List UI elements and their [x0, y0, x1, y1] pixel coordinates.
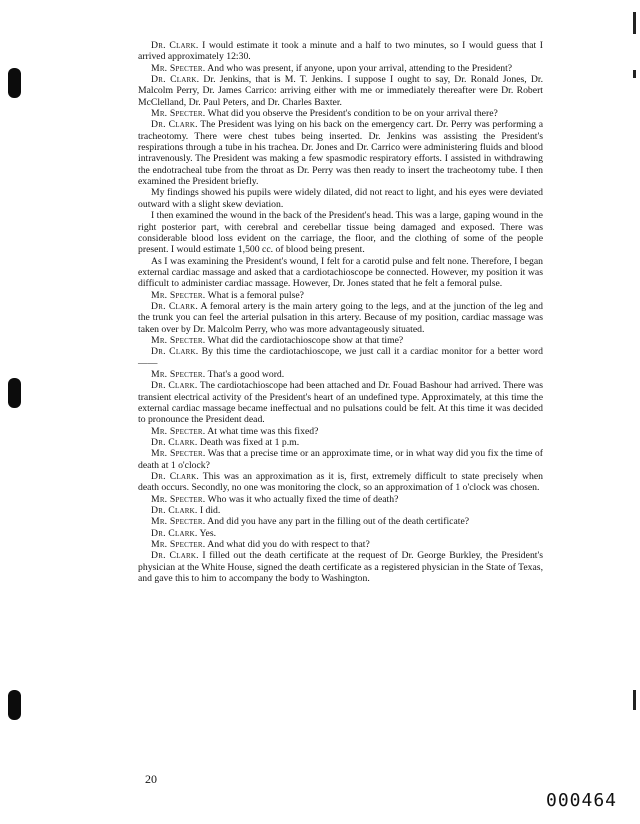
- speaker-name: Mr. Specter.: [151, 368, 206, 380]
- speaker-name: Dr. Clark.: [151, 550, 199, 562]
- paragraph-text: At what time was this fixed?: [207, 425, 319, 437]
- edge-mark-top: [633, 12, 636, 34]
- paragraph-text: A femoral artery is the main artery going to the legs, and at the junction of the leg and the trunk you can feel the arterial pulsation in this artery. Because of my position, cardiac massage was taken over by Dr. Malcolm Perry, who was more advantageously situated.: [138, 300, 543, 335]
- binder-hole-middle: [8, 378, 21, 408]
- speaker-name: Mr. Specter.: [151, 448, 206, 460]
- paragraph-text: Yes.: [199, 527, 217, 539]
- paragraph-text: That's a good word.: [207, 368, 285, 380]
- paragraph-text: What did the cardiotachioscope show at that time?: [207, 334, 404, 346]
- speaker-name: Dr. Clark.: [151, 527, 198, 539]
- testimony-paragraph: [138, 346, 543, 369]
- paragraph-text: My findings showed his pupils were widely dilated, did not react to light, and his eyes were deviated outward with a slight skew deviation.: [138, 187, 543, 210]
- speaker-name: Mr. Specter.: [151, 516, 206, 528]
- paragraph-text: Death was fixed at 1 p.m.: [199, 437, 300, 449]
- paragraph-text: This was an approximation as it is, first, extremely difficult to state precisely when death occurs. Secondly, no one was monitoring the clock, so an approximation of 1 o'clock was chosen.: [138, 471, 543, 494]
- speaker-name: Mr. Specter.: [151, 539, 206, 551]
- testimony-paragraph: [138, 63, 543, 74]
- speaker-name: Dr. Clark.: [151, 437, 198, 449]
- paragraph-text: And did you have any part in the filling out of the death certificate?: [207, 516, 470, 528]
- paragraph-text: As I was examining the President's wound, I felt for a carotid pulse and felt none. Therefore, I began external cardiac massage and asked that a cardiotachioscope be connected. However, my position it was difficult to administer cardiac massage. However, Dr. Jones stated that he felt a femoral pulse.: [138, 255, 543, 290]
- speaker-name: Mr. Specter.: [151, 62, 206, 74]
- testimony-paragraph: [138, 74, 543, 108]
- speaker-name: Dr. Clark.: [151, 346, 199, 358]
- testimony-paragraph: [138, 539, 543, 550]
- paragraph-text: I filled out the death certificate at the request of Dr. George Burkley, the President's physician at the White House, signed the death certificate as a registered physician in the State of Texas, and gave this to him to accompany the body to Washington.: [138, 550, 543, 585]
- paragraph-text: I then examined the wound in the back of the President's head. This was a large, gaping wound in the right posterior part, with cerebral and cerebellar tissue being damaged and exposed. There was considerable blood loss evident on the carriage, the floor, and the clothing of some of the people present. I would estimate 1,500 cc. of blood being present.: [138, 210, 543, 256]
- speaker-name: Dr. Clark.: [151, 471, 199, 483]
- testimony-paragraph: [138, 516, 543, 527]
- speaker-name: Mr. Specter.: [151, 493, 206, 505]
- binder-hole-top: [8, 68, 21, 98]
- testimony-paragraph: [138, 471, 543, 494]
- testimony-paragraph: [138, 187, 543, 210]
- paragraph-text: What is a femoral pulse?: [207, 289, 304, 301]
- testimony-paragraph: [138, 301, 543, 335]
- testimony-text: [138, 40, 543, 585]
- testimony-paragraph: [138, 256, 543, 290]
- paragraph-text: Was that a precise time or an approximate time, or in what way did you fix the time of death at 1 o'clock?: [138, 448, 543, 471]
- paragraph-text: By this time the cardiotachioscope, we just call it a cardiac monitor for a better word——: [138, 346, 543, 369]
- speaker-name: Dr. Clark.: [151, 300, 198, 312]
- speaker-name: Dr. Clark.: [151, 505, 198, 517]
- edge-mark-middle: [633, 70, 636, 78]
- paragraph-text: The President was lying on his back on the emergency cart. Dr. Perry was performing a tracheotomy. There were chest tubes being inserted. Dr. Jenkins was assisting the President's respirations through a tube in his trachea. Dr. Jones and Dr. Carrico were administering fluids and blood intravenously. The President was making a few spasmodic respiratory efforts. I assisted in withdrawing the endotracheal tube from the throat as Dr. Perry was then ready to insert the tracheotomy tube. I then examined the President briefly.: [138, 119, 543, 188]
- speaker-name: Dr. Clark.: [151, 40, 199, 51]
- testimony-paragraph: [138, 494, 543, 505]
- paragraph-text: And what did you do with respect to that?: [207, 539, 370, 551]
- speaker-name: Dr. Clark.: [151, 74, 200, 86]
- testimony-paragraph: [138, 369, 543, 380]
- paragraph-text: The cardiotachioscope had been attached and Dr. Fouad Bashour had arrived. There was transient electrical activity of the President's heart of an undefined type. Approximately, at this time the external cardiac massage became ineffectual and no pulsations could be felt. At this time it was decided to pronounce the President dead.: [138, 380, 544, 426]
- paragraph-text: I would estimate it took a minute and a half to two minutes, so I would guess that I arrived approximately 12:30.: [138, 40, 543, 63]
- speaker-name: Dr. Clark.: [151, 119, 198, 131]
- binder-hole-bottom: [8, 690, 21, 720]
- speaker-name: Mr. Specter.: [151, 108, 206, 120]
- speaker-name: Mr. Specter.: [151, 289, 206, 301]
- testimony-paragraph: [138, 380, 543, 425]
- document-number: 000464: [546, 790, 618, 811]
- testimony-paragraph: [138, 108, 543, 119]
- paragraph-text: I did.: [199, 505, 221, 517]
- testimony-paragraph: [138, 290, 543, 301]
- paragraph-text: What did you observe the President's condition to be on your arrival there?: [207, 108, 498, 120]
- testimony-paragraph: [138, 210, 543, 255]
- paragraph-text: Who was it who actually fixed the time of death?: [207, 493, 399, 505]
- speaker-name: Dr. Clark.: [151, 380, 198, 392]
- testimony-paragraph: [138, 550, 543, 584]
- testimony-paragraph: [138, 426, 543, 437]
- testimony-paragraph: [138, 528, 543, 539]
- testimony-paragraph: [138, 448, 543, 471]
- testimony-paragraph: [138, 119, 543, 187]
- testimony-paragraph: [138, 40, 543, 63]
- testimony-paragraph: [138, 505, 543, 516]
- paragraph-text: And who was present, if anyone, upon your arrival, attending to the President?: [207, 62, 513, 74]
- paragraph-text: Dr. Jenkins, that is M. T. Jenkins. I suppose I ought to say, Dr. Ronald Jones, Dr. Malcolm Perry, Dr. James Carrico: arriving either with me or immediately thereafter were Dr. Robert McClelland, Dr. Paul Peters, and Dr. Charles Baxter.: [138, 74, 544, 108]
- speaker-name: Mr. Specter.: [151, 425, 206, 437]
- edge-mark-right: [633, 690, 636, 710]
- testimony-paragraph: [138, 437, 543, 448]
- page-number: 20: [145, 772, 157, 786]
- speaker-name: Mr. Specter.: [151, 334, 206, 346]
- testimony-paragraph: [138, 335, 543, 346]
